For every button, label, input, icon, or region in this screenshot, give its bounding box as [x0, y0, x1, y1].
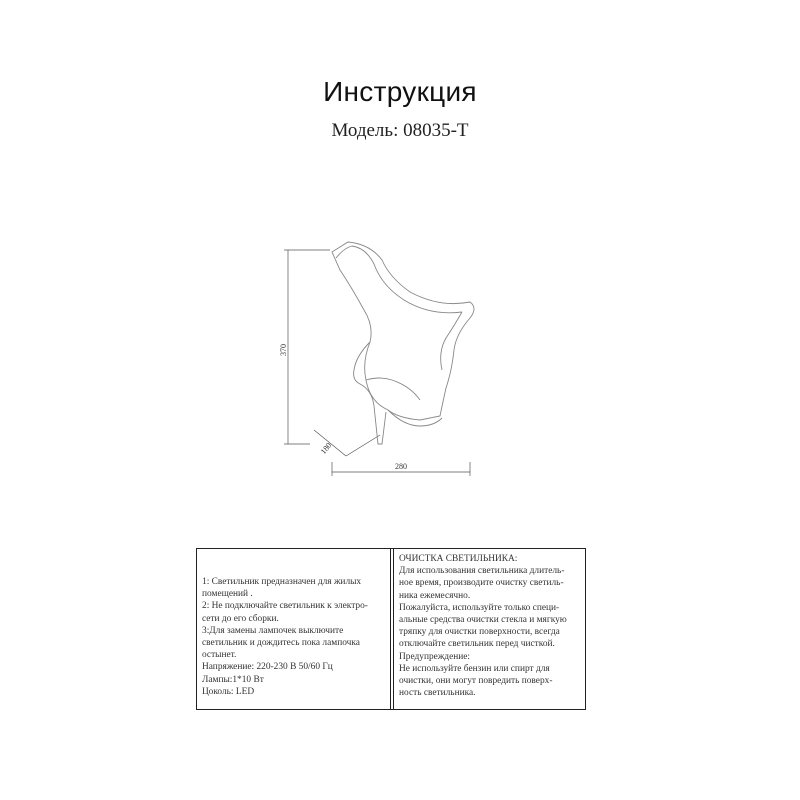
specification-table [196, 548, 586, 710]
width-dimension-label: 280 [395, 462, 407, 471]
usage-line: остынет. [202, 650, 237, 661]
usage-line: Напряжение: 220-230 В 50/60 Гц [202, 662, 333, 673]
cleaning-line: ника ежемесячно. [399, 590, 471, 601]
cleaning-line: ОЧИСТКА СВЕТИЛЬНИКА: [399, 554, 518, 564]
product-drawing [270, 230, 500, 490]
usage-column [197, 549, 391, 709]
height-dimension [284, 250, 330, 444]
lamp-shade [332, 242, 474, 444]
usage-line: сети до его сборки. [202, 613, 279, 624]
cleaning-line: тряпку для очистки поверхности, всегда [399, 627, 560, 638]
usage-line: 1: Светильник предназначен для жилых [202, 577, 362, 587]
model-number: Модель: 08035-T [331, 120, 469, 141]
cleaning-line: очистки, они могут повредить поверх- [399, 676, 553, 687]
usage-line: 3:Для замены лампочек выключите [202, 625, 344, 636]
cleaning-line: Предупреждение: [399, 651, 471, 662]
cleaning-line: ность светильника. [399, 688, 476, 699]
lamp-outline-drawing [270, 230, 500, 490]
document-title: Инструкция [323, 76, 477, 107]
usage-line: Цоколь: LED [202, 686, 255, 697]
usage-line: помещений . [202, 589, 253, 600]
cleaning-line: Не используйте бензин или спирт для [399, 663, 550, 674]
usage-line: Лампы:1*10 Вт [202, 674, 264, 685]
depth-dimension-label: 180 [318, 440, 334, 456]
cleaning-line: отключайте светильник перед чисткой. [399, 639, 555, 650]
cleaning-column [393, 549, 585, 709]
cleaning-line: Пожалуйста, используйте только специ- [399, 602, 560, 613]
usage-line: светильник и дождитесь пока лампочка [202, 638, 360, 649]
cleaning-line: альные средства очистки стекла и мягкую [399, 615, 567, 626]
usage-line: 2: Не подключайте светильник к электро- [202, 601, 368, 612]
height-dimension-label: 370 [279, 344, 288, 356]
cleaning-line: Для использования светильника длитель- [399, 566, 565, 577]
cleaning-line: ное время, производите очистку светиль- [399, 578, 564, 589]
